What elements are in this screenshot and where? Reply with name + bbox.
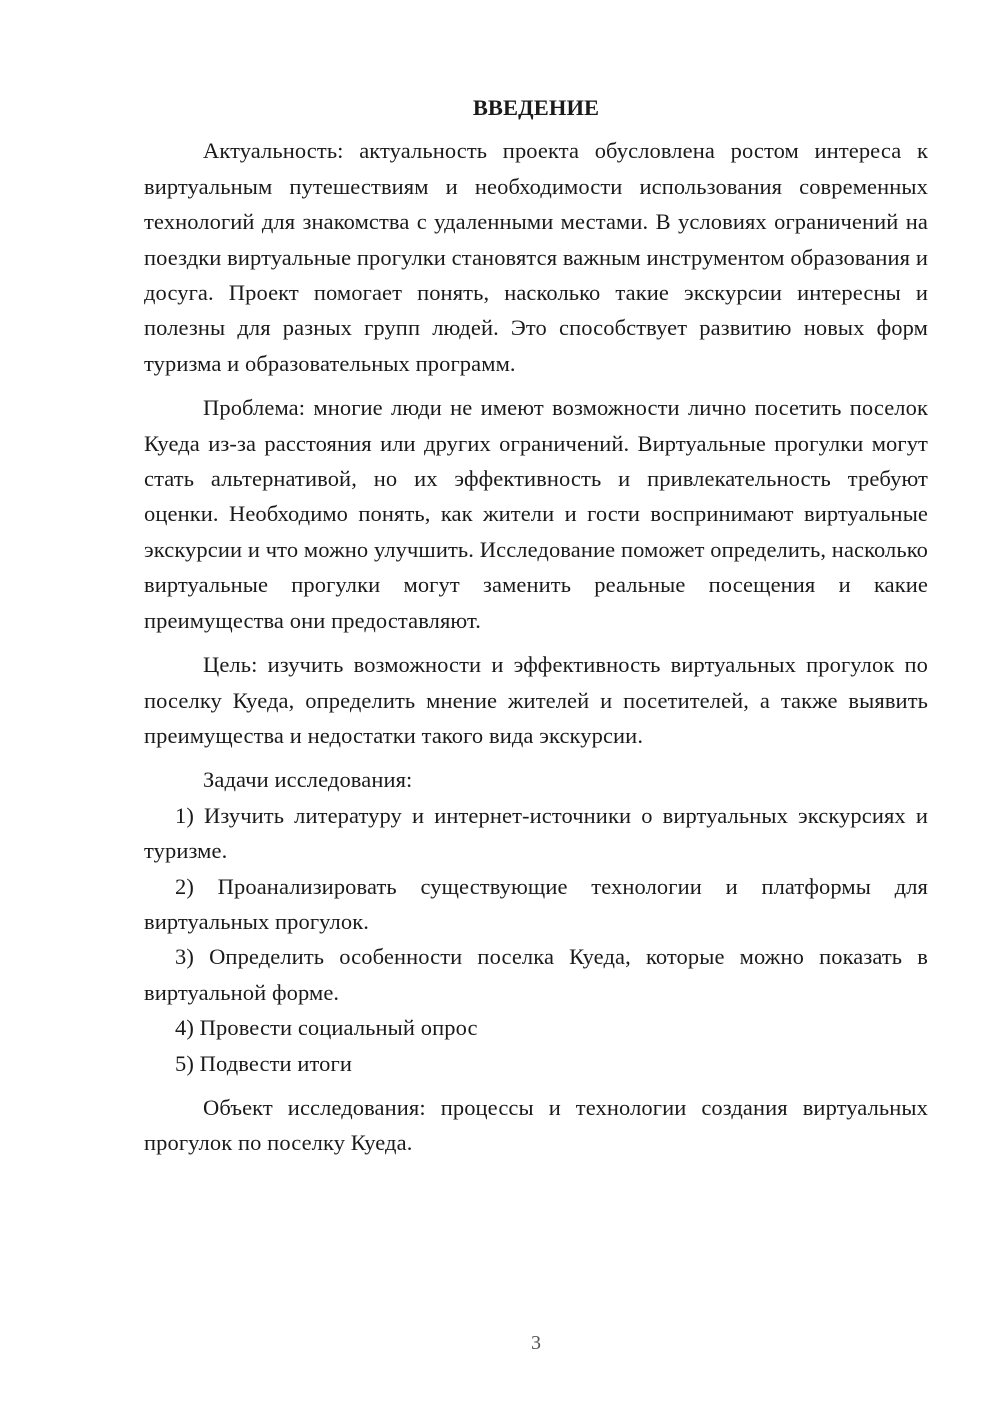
relevance-paragraph: Актуальность: актуальность проекта обусловлена ростом интереса к виртуальным путешествиям и необходимости использования современных технологий для знакомства с удаленными местами. В условиях ограничений на поездки виртуальные прогулки становятся важным инструментом образования и досуга. Проект помогает понять, насколько такие экскурсии интересны и полезны для разных групп людей. Это способствует развитию новых форм туризма и образовательных программ. (144, 138, 928, 376)
tasks-list (144, 798, 928, 1081)
tasks-heading: Задачи исследования: (203, 767, 413, 793)
task-item: 4) Провести социальный опрос (175, 1015, 478, 1041)
page-number: 3 (531, 1332, 541, 1354)
task-item: 5) Подвести итоги (175, 1050, 352, 1076)
page-content (144, 90, 928, 1161)
object-paragraph: Объект исследования: процессы и технологии создания виртуальных прогулок по поселку Куеда. (144, 1094, 928, 1156)
section-title: ВВЕДЕНИЕ (472, 95, 600, 120)
problem-paragraph: Проблема: многие люди не имеют возможности лично посетить поселок Куеда из-за расстояния или других ограничений. Виртуальные прогулки могут стать альтернативой, но их эффективность и привлекательность требуют оценки. Необходимо понять, как жители и гости воспринимают виртуальные экскурсии и что можно улучшить. Исследование поможет определить, насколько виртуальные прогулки могут заменить реальные посещения и какие преимущества они предоставляют. (144, 395, 928, 633)
task-item: 3) Определить особенности поселка Куеда, которые можно показать в виртуальной форме. (144, 944, 928, 1005)
task-item: 2) Проанализировать существующие технологии и платформы для виртуальных прогулок. (144, 873, 928, 934)
task-item: 1) Изучить литературу и интернет-источники о виртуальных экскурсиях и туризме. (144, 802, 928, 864)
goal-paragraph: Цель: изучить возможности и эффективность виртуальных прогулок по поселку Куеда, определить мнение жителей и посетителей, а также выявить преимущества и недостатки такого вида экскурсии. (144, 652, 928, 748)
